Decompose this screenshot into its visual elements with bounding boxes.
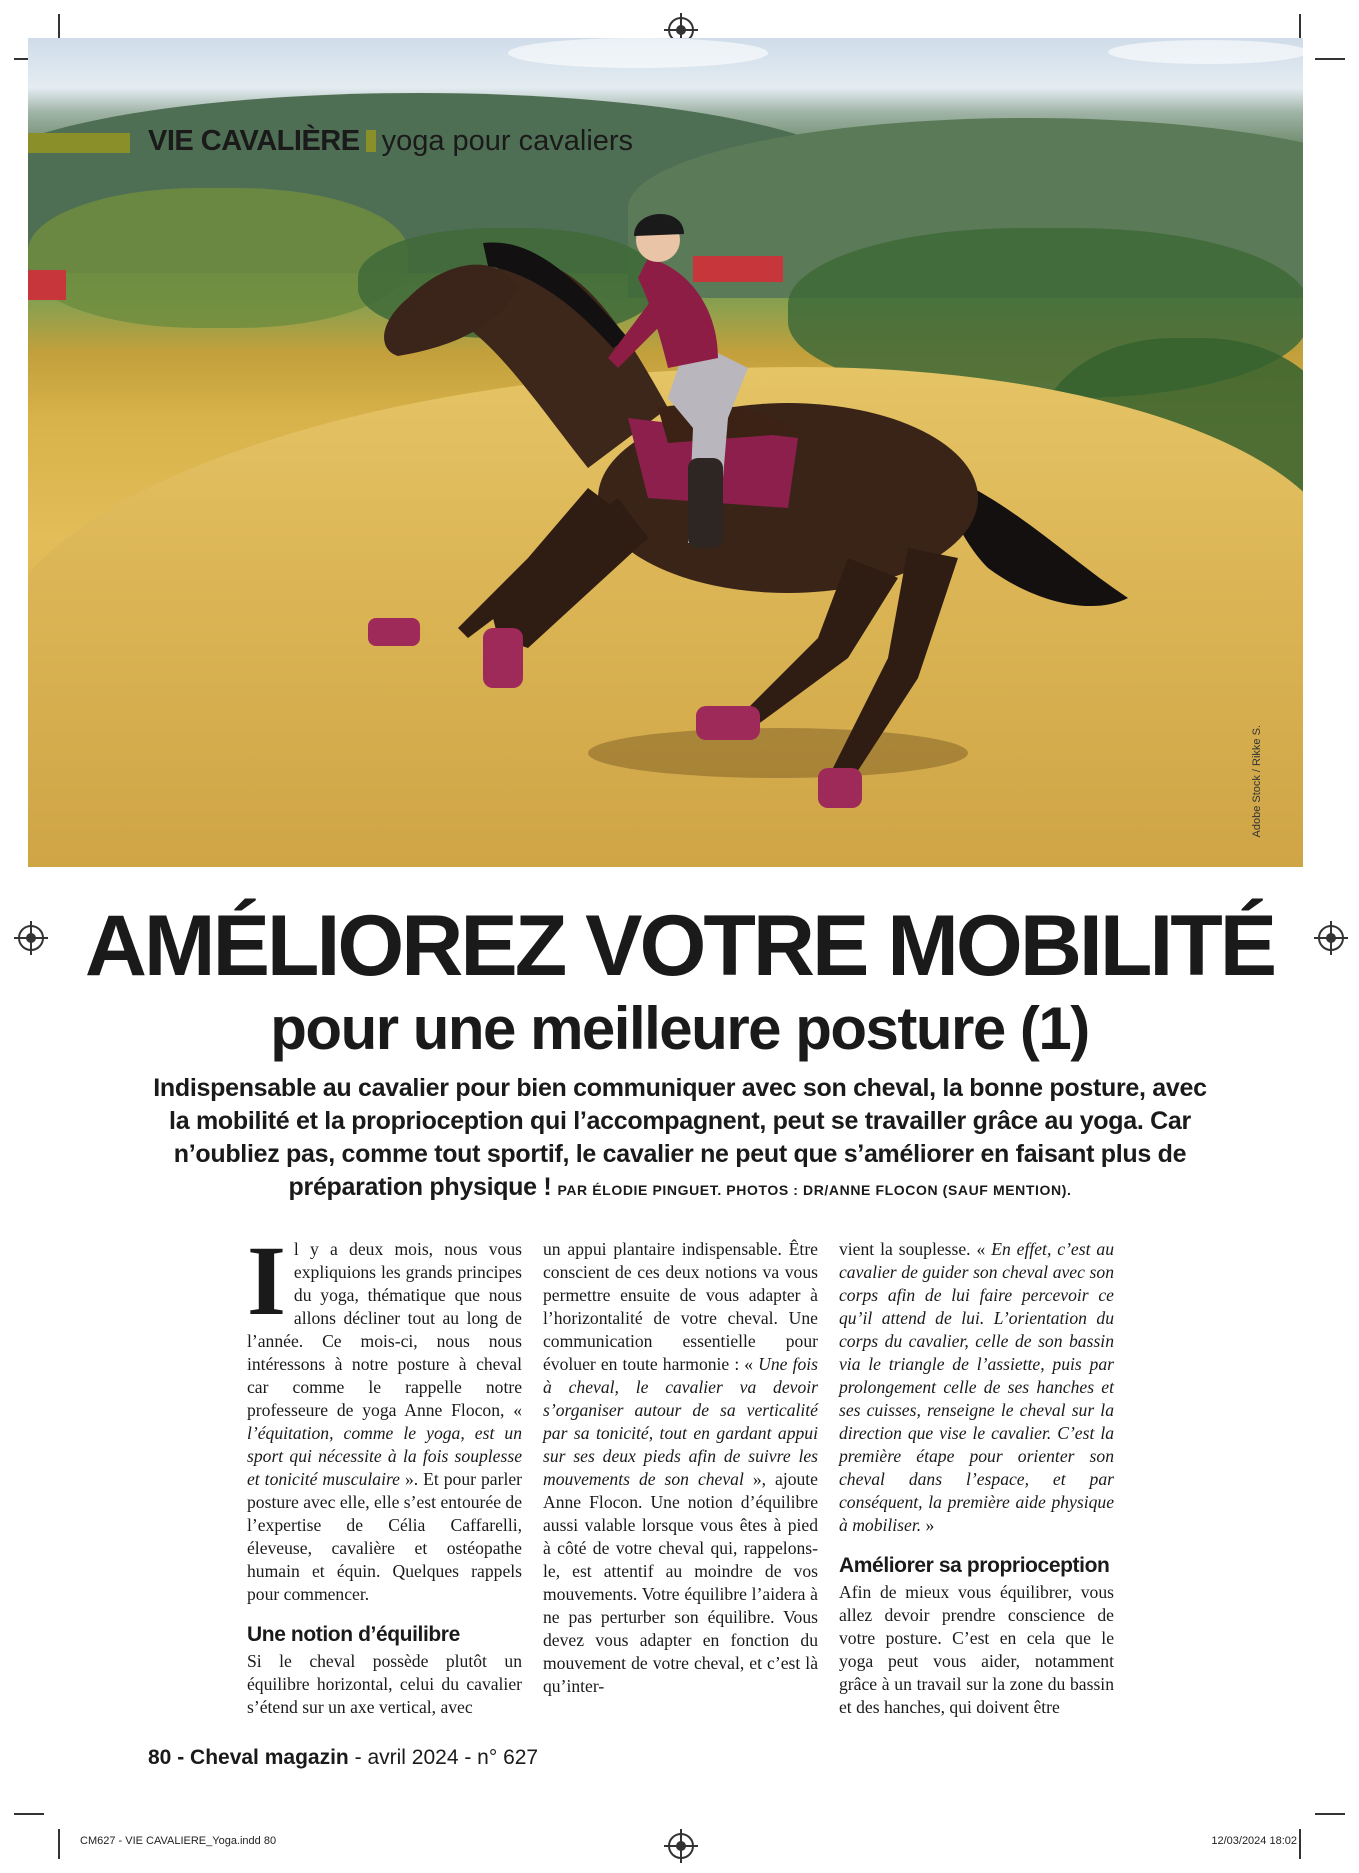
text-column-2 (543, 1238, 818, 1698)
rubric-category: VIE CAVALIÈRE (148, 125, 360, 157)
rubric-topic: yoga pour cavaliers (381, 125, 634, 157)
paragraph (839, 1238, 1114, 1537)
article-subtitle: pour une meilleure posture (1) (270, 995, 1089, 1062)
rubric-accent-bar (28, 133, 130, 153)
crop-mark (1315, 58, 1345, 60)
photo-credit: Adobe Stock / Rikke S. (1251, 724, 1263, 837)
article-lead (150, 1072, 1210, 1207)
rubric-separator (366, 130, 376, 152)
article-title: AMÉLIOREZ VOTRE MOBILITÉ (84, 898, 1275, 994)
quote: Une fois à cheval, le cavalier va devoir s’organiser autour de sa verticalité par sa tonicité, tout en gardant appui sur ses deux pieds afin de suivre les mouvements de son cheval (543, 1354, 818, 1489)
paragraph: Si le cheval possède plutôt un équilibre horizontal, celui du cavalier s’étend sur un axe vertical, avec (247, 1651, 522, 1717)
horse-and-rider (28, 38, 1303, 867)
paragraph-text: vient la souplesse. « (839, 1239, 992, 1259)
text-column-3 (839, 1238, 1114, 1719)
print-slug-file: CM627 - VIE CAVALIERE_Yoga.indd 80 (80, 1835, 277, 1847)
lead-text: Indispensable au cavalier pour bien communiquer avec son cheval, la bonne posture, avec la mobilité et la proprioception qui l’accompagnent, peut se travailler grâce au yoga. Car n’oubliez pas, comme tout sportif, le cavalier ne peut que s’améliorer en faisant plus de préparation physique ! (153, 1074, 1207, 1201)
paragraph-text: ». Et pour parler posture avec elle, elle s’est entourée de l’expertise de Célia Caffarelli, éleveuse, cavalière et ostéopathe humain et équin. Quelques rappels pour commencer. (247, 1469, 523, 1604)
section-heading: Améliorer sa proprioception (839, 1554, 1110, 1577)
crop-mark (1299, 1829, 1301, 1859)
paragraph (247, 1225, 523, 1606)
text-column-1 (247, 1225, 523, 1719)
byline: PAR ÉLODIE PINGUET. PHOTOS : DR/ANNE FLOCON (SAUF MENTION). (557, 1182, 1072, 1198)
crop-mark (1315, 1813, 1345, 1815)
page-number: 80 (148, 1746, 172, 1769)
section-rubric (148, 124, 633, 158)
magazine-name: Cheval magazin (190, 1746, 349, 1769)
paragraph-text: » (921, 1515, 935, 1535)
paragraph-text: un appui plantaire indispensable. Être conscient de ces deux notions va vous permettre ensuite de vous adapter à l’horizontalité de votre cheval. Une communication essentielle pour évoluer en toute harmonie : « (543, 1239, 818, 1374)
paragraph-text: l y a deux mois, nous vous expliquions les grands principes du yoga, thématique que nous allons décliner tout au long de l’année. Ce mois-ci, nous nous intéressons à notre posture à cheval car comme le rappelle notre professeure de yoga Anne Flocon, « (247, 1239, 522, 1420)
print-slug-date: 12/03/2024 18:02 (1211, 1835, 1297, 1847)
quote: En effet, c’est au cavalier de guider son cheval avec son corps afin de lui faire percevoir ce qu’il attend de lui. L’orientation du corps du cavalier, celle de son bassin via le triangle de l’assiette, puis par prolongement celle de ses hanches et ses cuisses, renseigne le cheval sur la direction que vise le cavalier. C’est la première étape pour orienter son cheval dans l’espace, et par conséquent, la première aide physique à mobiliser. (839, 1239, 1114, 1535)
issue-info: avril 2024 - n° 627 (367, 1746, 539, 1769)
paragraph (543, 1238, 818, 1698)
crop-mark (14, 1813, 44, 1815)
paragraph: Afin de mieux vous équilibrer, vous allez devoir prendre conscience de votre posture. C’est en cela que le yoga peut vous aider, notamment grâce à un travail sur la zone du bassin et des hanches, qui doivent être (839, 1582, 1114, 1717)
paragraph-text: », ajoute Anne Flocon. Une notion d’équilibre aussi valable lorsque vous êtes à pied à côté de votre cheval qui, rappelons-le, est attentif au moindre de vos mouvements. Votre équilibre l’aidera à ne pas perturber son équilibre. Vous devez vous adapter en fonction du mouvement de votre cheval, et c’est là qu’inter- (543, 1469, 818, 1696)
drop-cap: I (247, 1225, 286, 1336)
hero-photo (28, 38, 1303, 867)
page-folio: 80 - Cheval magazin - avril 2024 - n° 627 (148, 1746, 539, 1769)
registration-mark-icon (668, 1833, 694, 1859)
crop-mark (58, 1829, 60, 1859)
section-heading: Une notion d’équilibre (247, 1623, 460, 1646)
quote: l’équitation, comme le yoga, est un sport qui nécessite à la fois souplesse et tonicité musculaire (247, 1423, 522, 1489)
